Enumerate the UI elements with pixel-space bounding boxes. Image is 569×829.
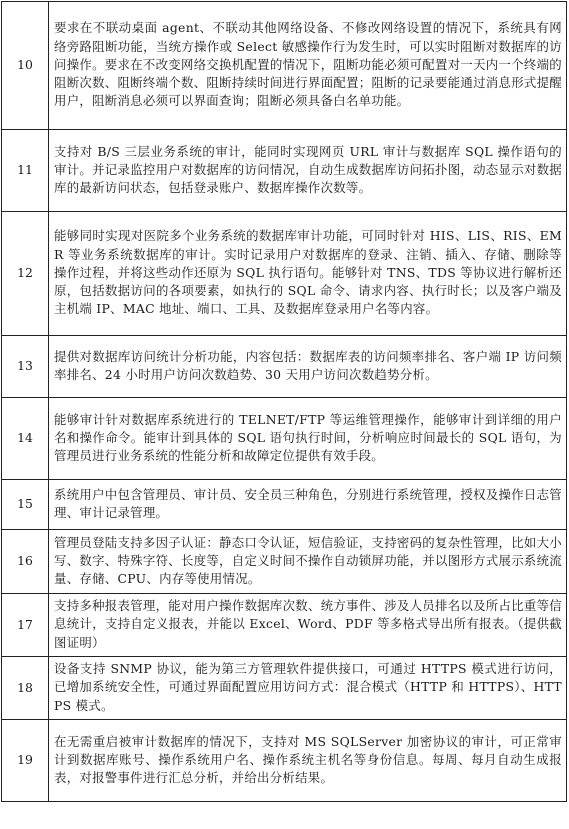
table-row [2, 212, 567, 336]
table-row [2, 130, 567, 212]
row-number: 12 [2, 212, 49, 336]
row-number: 10 [2, 2, 49, 130]
table-row [2, 336, 567, 398]
table-row [2, 530, 567, 594]
row-number: 11 [2, 130, 49, 212]
row-number: 16 [2, 530, 49, 594]
requirement-text: 要求在不联动桌面 agent、不联动其他网络设备、不修改网络设置的情况下，系统具有网络旁路阻断功能，当统方操作或 Select 敏感操作行为发生时，可以实时阻断对数据库的访问操作。要求在不改变网络交换机配置的情况下，阻断功能必须可配置对一天内一个终端的阻断次数、阻断终端个数、阻断持续时间进行界面配置；阻断的记录要能通过消息形式提醒用户，阻断消息必须可以界面查询；阻断必须具备白名单功能。 [49, 2, 567, 130]
row-number: 14 [2, 398, 49, 480]
table-row [2, 398, 567, 480]
row-number: 13 [2, 336, 49, 398]
requirement-text: 系统用户中包含管理员、审计员、安全员三种角色，分别进行系统管理，授权及操作日志管理、审计记录管理。 [49, 480, 567, 530]
requirement-text: 能够审计针对数据库系统进行的 TELNET/FTP 等运维管理操作，能够审计到详细的用户名和操作命令。能审计到具体的 SQL 语句执行时间，分析响应时间最长的 SQL 语句，为管理员进行业务系统的性能分析和故障定位提供有效手段。 [49, 398, 567, 480]
requirement-text: 设备支持 SNMP 协议，能为第三方管理软件提供接口，可通过 HTTPS 模式进行访问，已增加系统安全性，可通过界面配置应用访问方式：混合模式（HTTP 和 HTTPS）、HTTPS 模式。 [49, 657, 567, 720]
table-row [2, 594, 567, 657]
requirement-text: 支持多种报表管理，能对用户操作数据库次数、统方事件、涉及人员排名以及所占比重等信息统计，支持自定义报表，并能以 Excel、Word、PDF 等多格式导出所有报表。（提供截图证明） [49, 594, 567, 657]
requirement-text: 管理员登陆支持多因子认证：静态口令认证，短信验证，支持密码的复杂性管理，比如大小写、数字、特殊字符、长度等，自定义时间不操作自动锁屏功能，并以图形方式展示系统流量、存储、CPU、内存等使用情况。 [49, 530, 567, 594]
requirements-table-body [2, 2, 567, 802]
requirement-text: 在无需重启被审计数据库的情况下，支持对 MS SQLServer 加密协议的审计，可正常审计到数据库账号、操作系统用户名、操作系统主机名等身份信息。每周、每月自动生成报表，对报警事件进行汇总分析，并给出分析结果。 [49, 720, 567, 802]
row-number: 19 [2, 720, 49, 802]
requirement-text: 提供对数据库访问统计分析功能，内容包括：数据库表的访问频率排名、客户端 IP 访问频率排名、24 小时用户访问次数趋势、30 天用户访问次数趋势分析。 [49, 336, 567, 398]
requirements-table [1, 1, 567, 802]
requirement-text: 支持对 B/S 三层业务系统的审计，能同时实现网页 URL 审计与数据库 SQL 操作语句的审计。并记录监控用户对数据库的访问情况，自动生成数据库访问拓扑图，动态显示对数据库的最新访问状态，包括登录账户、数据库操作次数等。 [49, 130, 567, 212]
table-row [2, 2, 567, 130]
table-row [2, 480, 567, 530]
row-number: 17 [2, 594, 49, 657]
row-number: 15 [2, 480, 49, 530]
requirement-text: 能够同时实现对医院多个业务系统的数据库审计功能，可同时针对 HIS、LIS、RIS、EMR 等业务系统数据库的审计。实时记录用户对数据库的登录、注销、插入、存储、删除等操作过程，并将这些动作还原为 SQL 执行语句。能够针对 TNS、TDS 等协议进行解析还原，包括数据访问的各项要素，如执行的 SQL 命令、请求内容、执行时长；以及客户端及主机端 IP、MAC 地址、端口、工具、及数据库登录用户名等内容。 [49, 212, 567, 336]
table-row [2, 657, 567, 720]
row-number: 18 [2, 657, 49, 720]
table-row [2, 720, 567, 802]
